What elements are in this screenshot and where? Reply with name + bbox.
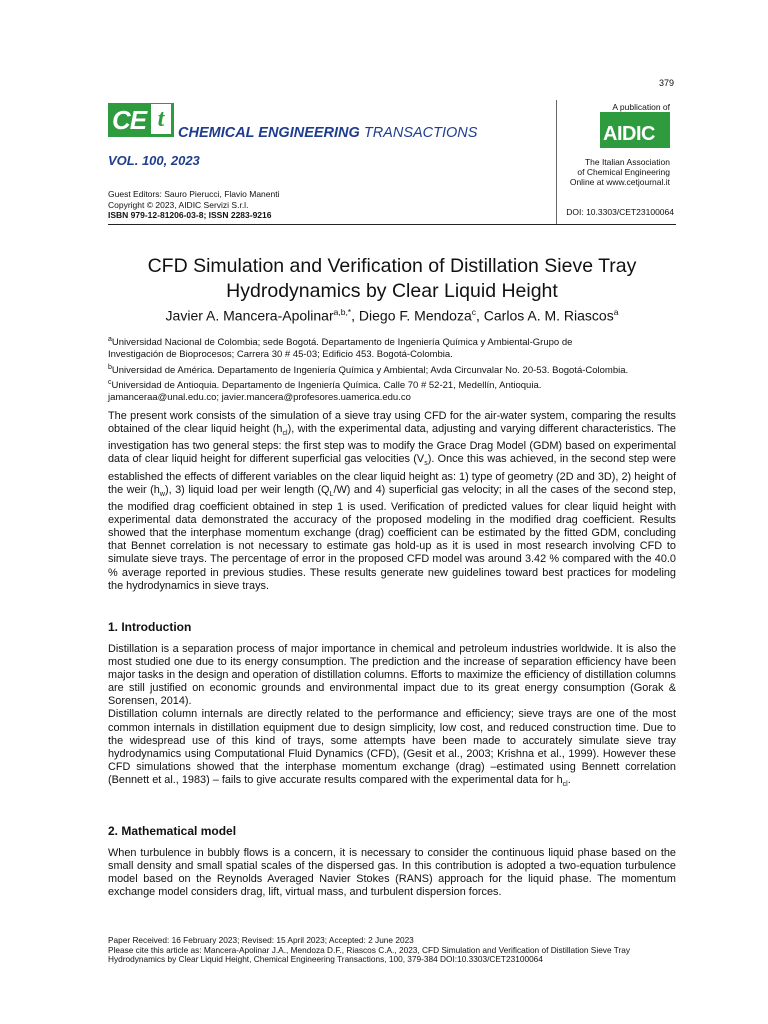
intro-paragraph-2 (108, 708, 676, 791)
footer-cite-1: Please cite this article as: Mancera-Apolinar J.A., Mendoza D.F., Riascos C.A., 2023, CFD Simulation and Verification of Distillation Sieve Tray (108, 944, 631, 955)
author-3: , Carlos A. M. Riascos (476, 307, 614, 324)
affiliation-c (108, 377, 688, 392)
abstract-paragraph (108, 410, 676, 593)
journal-volume: VOL. 100, 2023 (108, 153, 200, 168)
journal-name (178, 125, 477, 141)
title-line-2: Hydrodynamics by Clear Liquid Height (226, 280, 558, 302)
journal-name-bold: CHEMICAL ENGINEERING (178, 125, 360, 141)
cet-logo (108, 103, 174, 137)
abstract-part5: /W) and 4) superficial gas velocity; in all the cases of the second step, the modified drag coefficient obtained in step 1 is used. Verification of predicted values for clear liquid height with experimental data demonstrated the accuracy of the proposed modeling in the modified drag coefficient. Results showed that the interphase momentum exchange (drag) coefficient can be estimated by the fitted GDM, concluding that Bennet correlation is not necessary to estimate gas hold-up as it is used in most research involving CFD to simulate sieve trays. The percentage of error in the proposed CFD model was around 3.42 % compared with the 40.0 % average reported in previous studies. These results generate new guidelines toward best practices for modeling the hydrodynamics in sieve trays. (108, 483, 677, 592)
abstract-sub1: cl (282, 430, 288, 438)
introduction-body (108, 643, 676, 791)
cet-logo-letter: t (151, 104, 171, 134)
header-rule (108, 224, 676, 225)
aidic-logo-text: AIDIC (603, 123, 655, 145)
publisher-info (570, 157, 670, 187)
affiliation-b (108, 362, 688, 377)
citation-footer (108, 936, 688, 965)
header-divider (556, 100, 557, 224)
intro-paragraph-2-sub: cl (562, 781, 568, 789)
page-number: 379 (658, 78, 674, 88)
abstract-sub3: w (159, 490, 165, 498)
affiliation-c-text: Universidad de Antioquia. Departamento de Ingeniería Química. Calle 70 # 52-21, Medellín, Antioquia. (111, 380, 542, 392)
math-paragraph: When turbulence in bubbly flows is a concern, it is necessary to consider the continuous liquid phase based on the small density and small spatial scales of the dispersed gas. In this contribution is adopted a two-equation turbulence model based on the Reynolds Averaged Navier Stokes (RANS) approach for the liquid phase. The momentum exchange model considers drag, lift, virtual mass, and turbulent dispersion forces. (108, 847, 676, 899)
affiliation-a-text: Universidad Nacional de Colombia; sede Bogotá. Departamento de Ingeniería Química y Ambiental-Grupo de (111, 337, 573, 349)
affiliation-a-cont: Investigación de Bioprocesos; Carrera 30 # 45-03; Edificio 453. Bogotá-Colombia. (108, 349, 453, 361)
affiliations (108, 334, 688, 404)
author-list (108, 307, 676, 324)
publisher-line2: of Chemical Engineering (577, 167, 670, 177)
abstract (108, 410, 676, 593)
intro-paragraph-2-text: Distillation column internals are directly related to the performance and efficiency; sieve trays are one of the most common internals in distillation equipment due to design simplicity, low cost, and reduced construction time. Due to the widespread use of this kind of trays, some attempts have been made to accurately simulate sieve tray hydrodynamics using Computational Fluid Dynamics (CFD), (Gesit et al., 2003; Krishna et al., 1999). However these CFD simulations showed that the interphase momentum exchange (drag) –estimated using Bennett correlation (Bennett et al., 1983) – fails to give accurate results compared with the experimental data for h (108, 708, 676, 786)
author-3-sup: a (613, 307, 619, 317)
affiliation-b-sup: b (108, 363, 112, 371)
contact-emails: jamanceraa@unal.edu.co; javier.mancera@profesores.uamerica.edu.co (108, 392, 411, 404)
author-2: , Diego F. Mendoza (351, 307, 472, 324)
abstract-part2: ), with the experimental data, adjusting and varying different characteristics. The investigation has two general steps: the first step was to modify the Grace Drag Model (GDM) based on experimental data of clear liquid height for different superficial gas velocities (V (108, 423, 676, 466)
section-heading-math-model: 2. Mathematical model (108, 824, 237, 838)
math-model-body (108, 847, 676, 899)
editor-block (108, 189, 280, 221)
publisher-line3: Online at www.cetjournal.it (569, 177, 670, 187)
affiliation-b-text: Universidad de América. Departamento de Ingeniería Química y Ambiental; Avda Circunvalar No. 20-53. Bogotá-Colombia. (111, 364, 629, 376)
author-2-sup: c (471, 307, 476, 317)
aidic-logo (600, 112, 670, 148)
affiliation-a-sup: a (108, 336, 112, 343)
abstract-sub2: s (424, 460, 428, 468)
publisher-label: A publication of (612, 102, 670, 112)
footer-received: Paper Received: 16 February 2023; Revised: 15 April 2023; Accepted: 2 June 2023 (108, 935, 414, 945)
copyright: Copyright © 2023, AIDIC Servizi S.r.l. (108, 199, 249, 210)
author-1-sup: a,b,* (333, 307, 352, 317)
paper-title (108, 254, 676, 304)
journal-name-rest: TRANSACTIONS (363, 125, 478, 141)
intro-paragraph-2-end: . (567, 773, 571, 786)
intro-paragraph-1: Distillation is a separation process of major importance in chemical and petroleum industries worldwide. It is also the most studied one due to its energy consumption. The prediction and the increase of separation efficiency have been major tasks in the design and operation of distillation columns. Efforts to maximize the efficiency of distillation columns are still justified on economic grounds and environmental impact due to its great energy consumption (Gorak & Sorensen, 2014). (108, 643, 677, 708)
abstract-part1: The present work consists of the simulation of a sieve tray using CFD for the air-water system, comparing the results obtained of the clear liquid height (h (108, 410, 676, 436)
affiliation-c-sup: c (108, 378, 112, 386)
abstract-sub4: L (329, 490, 334, 498)
footer-cite-2: Hydrodynamics by Clear Liquid Height, Chemical Engineering Transactions, 100, 379-384 DOI:10.3303/CET23100064 (108, 954, 543, 965)
abstract-part3: ). Once this was achieved, in the second step were established the effects of different variables on the clear liquid height as: 1) type of geometry (2D and 3D), 2) height of the weir (h (108, 453, 676, 496)
guest-editors: Guest Editors: Sauro Pierucci, Flavio Manenti (108, 189, 280, 199)
cet-logo-text: CE (112, 105, 147, 135)
section-heading-introduction: 1. Introduction (108, 620, 192, 634)
affiliation-a (108, 334, 688, 349)
title-line-1: CFD Simulation and Verification of Distillation Sieve Tray (147, 255, 637, 277)
abstract-part4: ), 3) liquid load per weir length (Q (164, 483, 330, 496)
isbn-issn: ISBN 979-12-81206-03-8; ISSN 2283-9216 (108, 210, 272, 220)
doi: DOI: 10.3303/CET23100064 (566, 207, 674, 217)
publisher-line1: The Italian Association (584, 157, 670, 167)
author-1: Javier A. Mancera-Apolinar (165, 307, 334, 324)
